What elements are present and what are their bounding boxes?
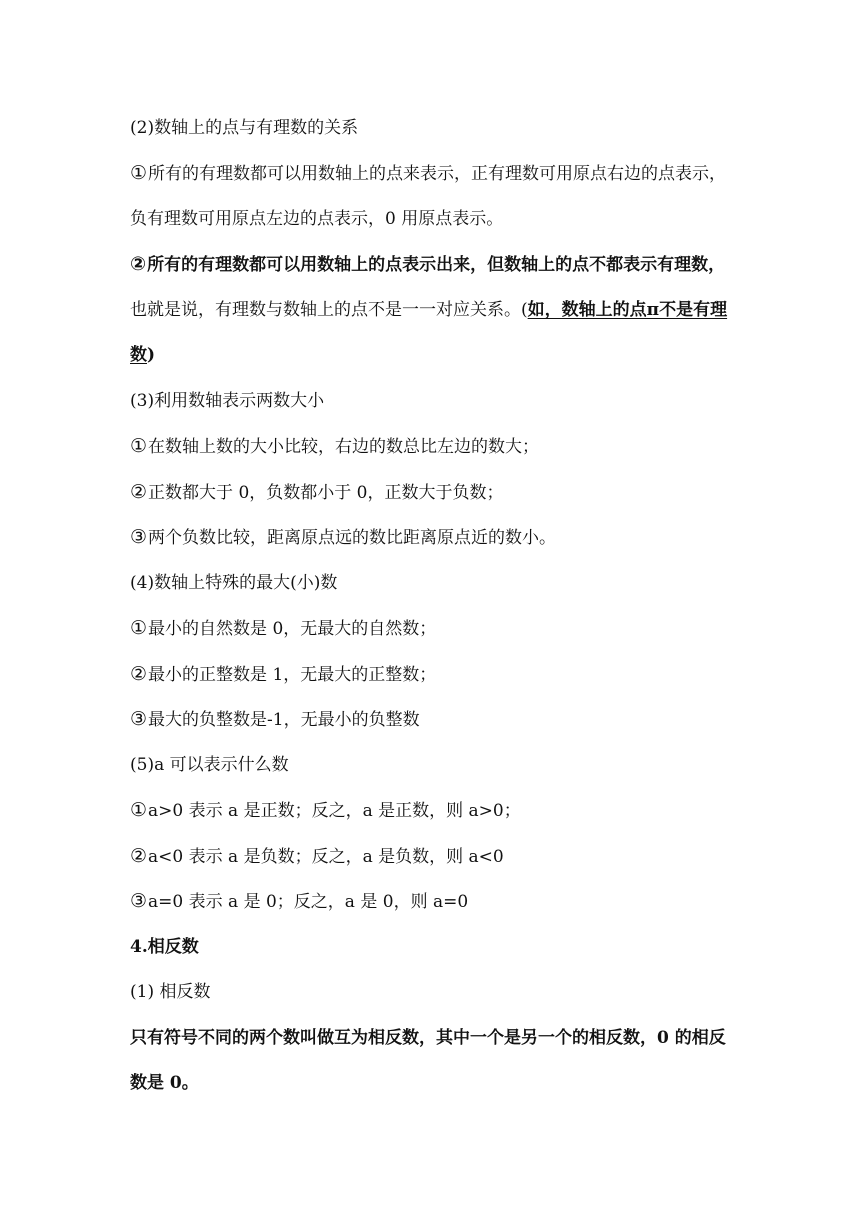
line-text: (4)数轴上特殊的最大(小)数 [130,573,338,593]
line-text: 也就是说，有理数与数轴上的点不是一一对应关系。( [130,300,528,320]
section-4-opposite-numbers [130,935,199,959]
circled-number: ③ [130,708,148,730]
line-text: a=0 表示 a 是 0；反之，a 是 0，则 a=0 [148,892,469,912]
item-2-points-not-all-rational [130,252,725,277]
item-1-continuation [130,207,503,231]
definition-opposite-numbers [130,1026,726,1050]
heading-2-points-and-rationals [130,116,358,140]
line-text: 在数轴上数的大小比较，右边的数总比左边的数大； [148,437,540,457]
line-text: (1) 相反数 [130,982,211,1002]
underlined-example: 如，数轴上的点π不是有理 [527,300,728,320]
line-text: 数是 0。 [130,1073,199,1093]
circled-number: ① [130,162,148,184]
item-2-continuation-end [130,343,155,367]
line-text: 最小的自然数是 0，无最大的自然数； [148,619,437,639]
line-text: 负有理数可用原点左边的点表示，0 用原点表示。 [130,209,504,229]
definition-continuation [130,1071,199,1095]
item-compare-2 [130,480,504,505]
line-text: 所有的有理数都可以用数轴上的点来表示，正有理数可用原点右边的点表示， [148,164,727,184]
item-a-positive [130,798,521,823]
item-compare-3 [130,525,556,550]
line-text: a<0 表示 a 是负数；反之，a 是负数，则 a<0 [148,847,504,867]
circled-number: ② [130,253,147,275]
item-a-negative [130,844,504,869]
item-a-zero [130,889,468,914]
heading-3-compare-with-axis [130,389,324,413]
item-compare-1 [130,434,539,459]
line-text: (2)数轴上的点与有理数的关系 [130,118,359,138]
underlined-example: 数 [130,345,147,365]
circled-number: ② [130,481,148,503]
line-text: 两个负数比较，距离原点远的数比距离原点近的数小。 [148,528,557,548]
circled-number: ③ [130,890,148,912]
circled-number: ③ [130,526,148,548]
line-text: a>0 表示 a 是正数；反之，a 是正数，则 a>0； [148,801,521,821]
heading-4-special-numbers [130,571,337,595]
line-text: 最大的负整数是-1，无最小的负整数 [148,710,420,730]
item-special-3 [130,707,420,732]
item-special-1 [130,616,436,641]
item-1-all-rationals-representable [130,161,726,186]
circled-number: ② [130,845,148,867]
circled-number: ① [130,435,148,457]
line-text: 4.相反数 [130,937,199,957]
circled-number: ① [130,799,148,821]
line-text: (3)利用数轴表示两数大小 [130,391,325,411]
circled-number: ② [130,663,148,685]
line-text: 正数都大于 0，负数都小于 0，正数大于负数； [148,483,504,503]
line-text: 所有的有理数都可以用数轴上的点表示出来，但数轴上的点不都表示有理数， [147,255,726,275]
line-text: (5)a 可以表示什么数 [130,755,289,775]
line-text: 最小的正整数是 1，无最大的正整数； [148,665,437,685]
item-2-continuation [130,298,727,322]
line-text: 只有符号不同的两个数叫做互为相反数，其中一个是另一个的相反数，0 的相反 [130,1028,726,1048]
circled-number: ① [130,617,148,639]
heading-5-meaning-of-a [130,753,289,777]
line-text: ) [147,345,156,365]
subheading-1-opposite-numbers [130,980,210,1004]
item-special-2 [130,662,436,687]
